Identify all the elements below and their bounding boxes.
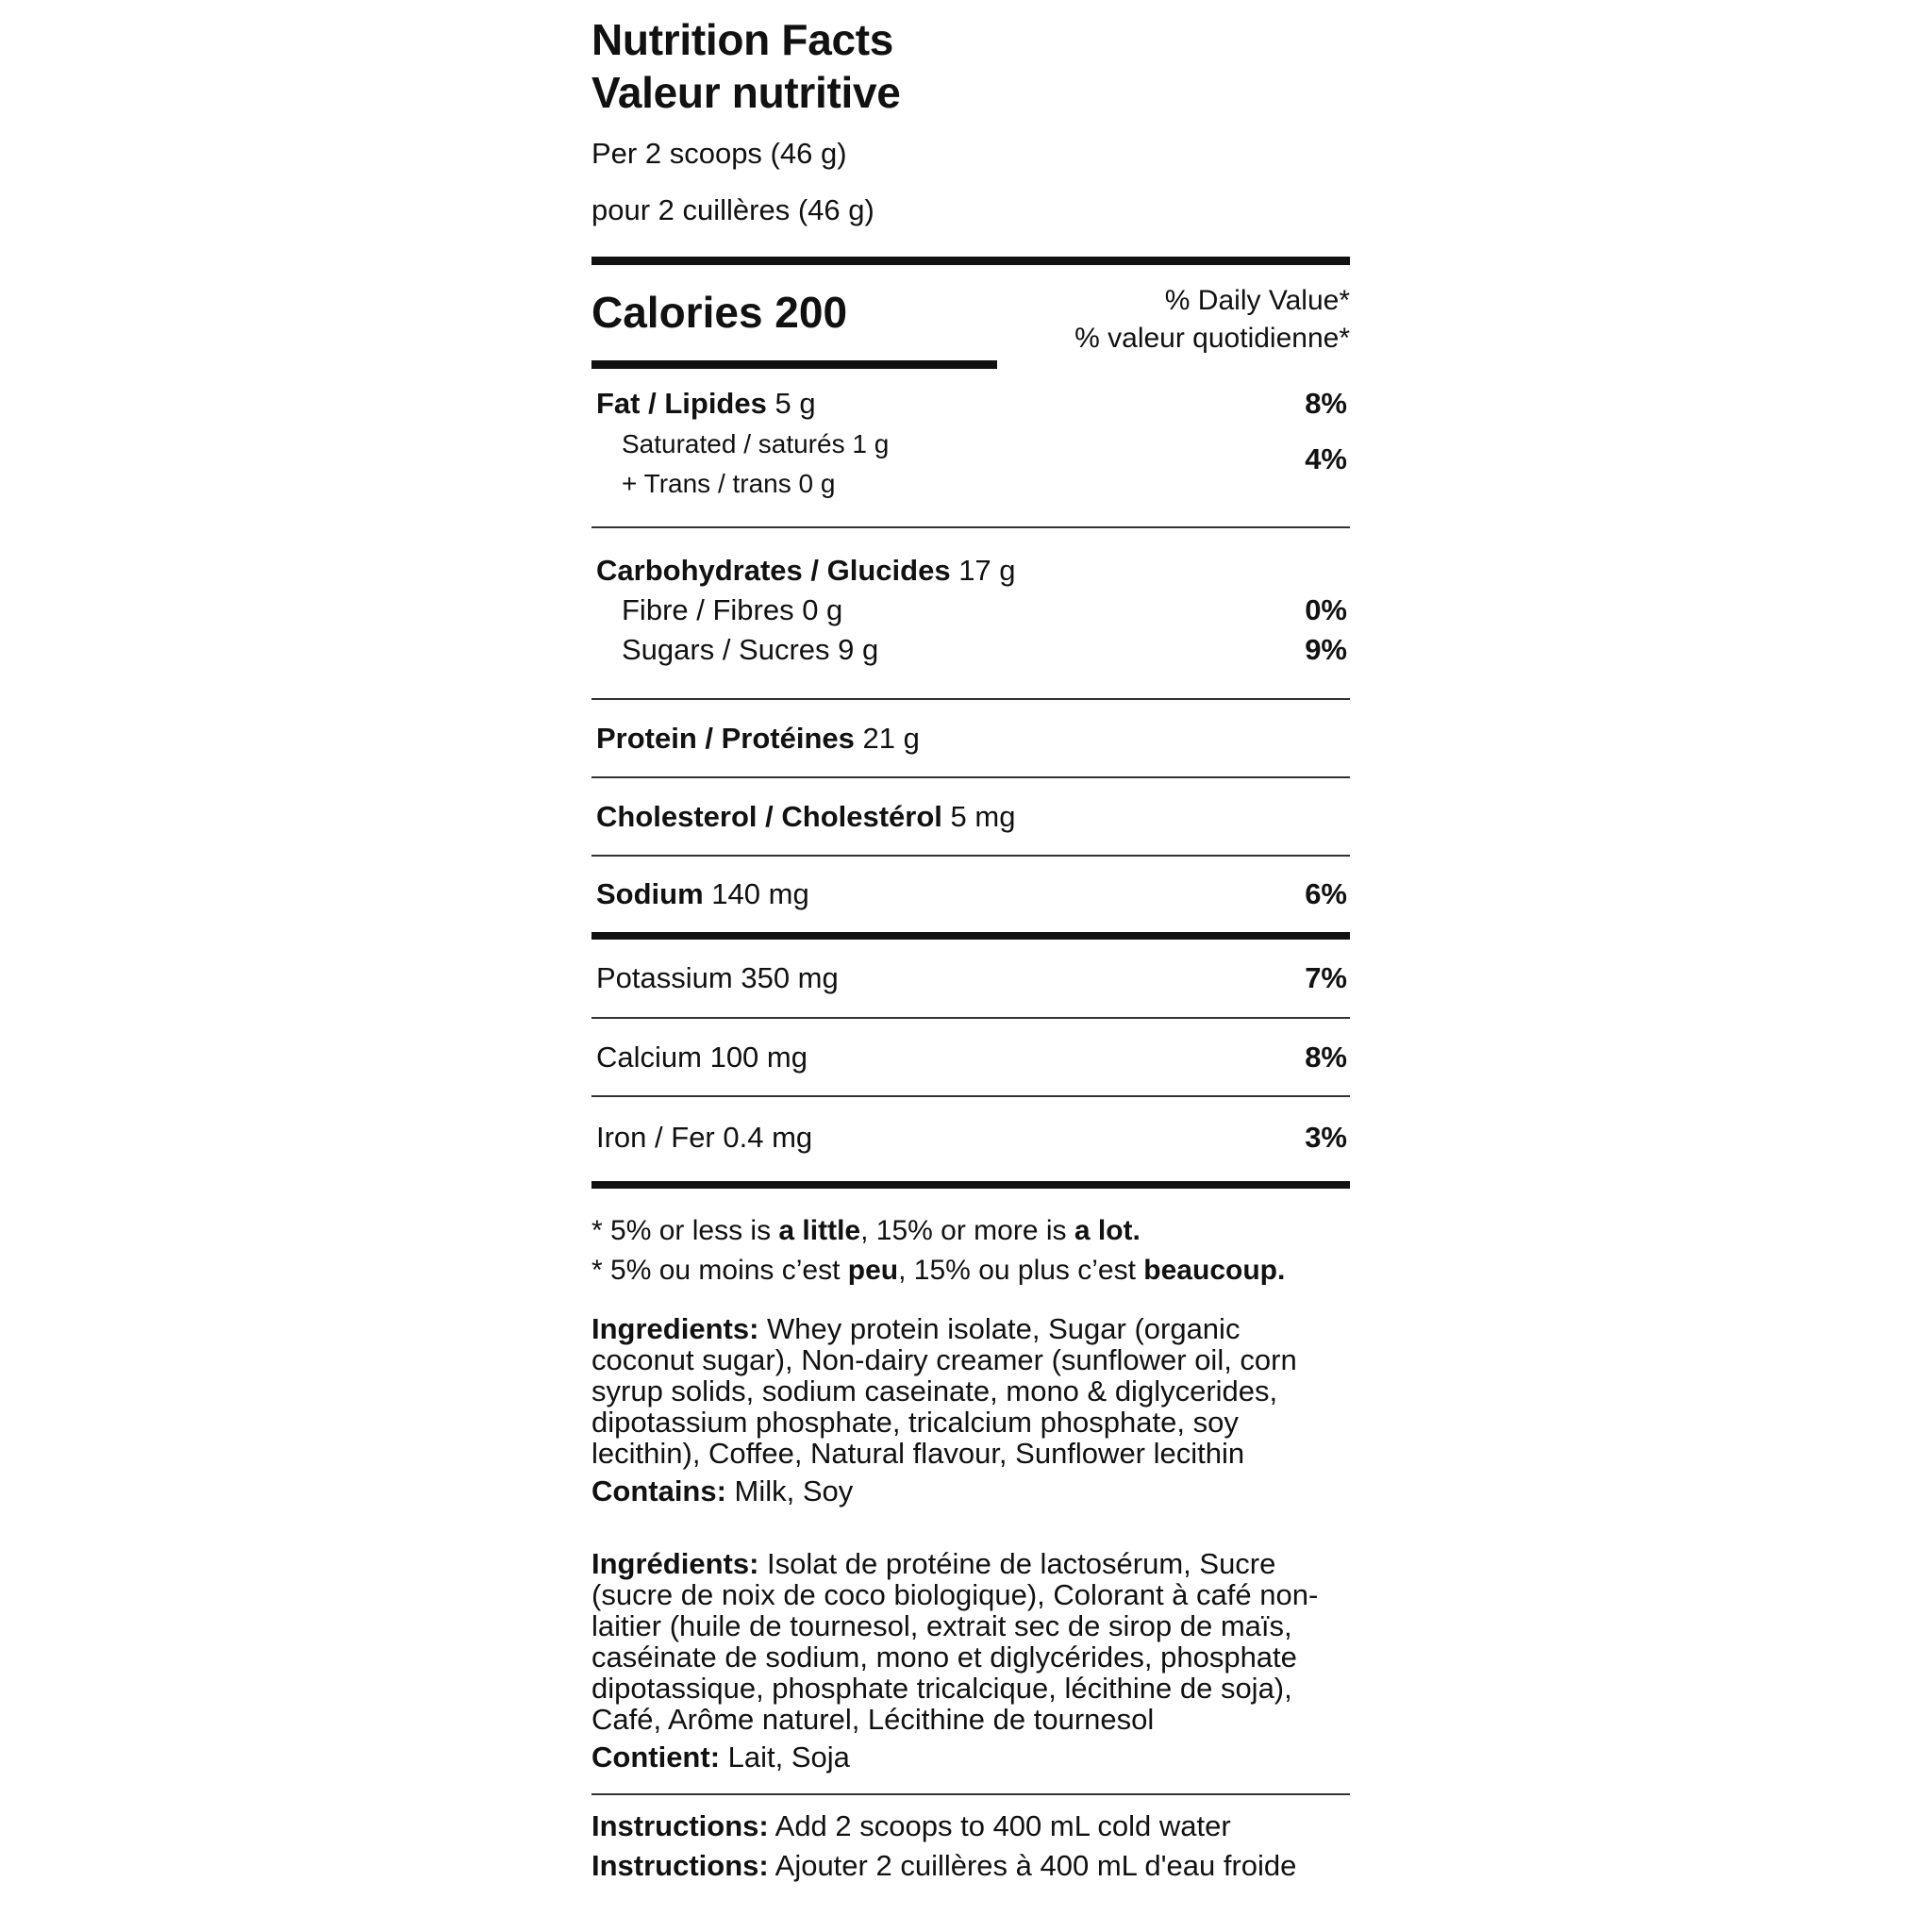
contains-fr-label: Contient: — [591, 1740, 721, 1774]
calcium-label: Calcium 100 mg — [596, 1041, 808, 1074]
carbs-label: Carbohydrates / Glucides — [596, 554, 951, 587]
contains-fr-text: Lait, Soja — [720, 1740, 850, 1774]
top-rule — [591, 257, 1350, 265]
footnote-fr — [591, 1251, 1350, 1291]
calories-block — [591, 265, 1350, 369]
nutrient-row-calcium — [591, 1019, 1350, 1095]
calories-rule — [591, 360, 997, 369]
nutrient-row-trans — [591, 464, 1350, 504]
footnote-en-little: a little — [778, 1215, 861, 1246]
footnote — [591, 1211, 1350, 1291]
instructions-en-label: Instructions: — [591, 1809, 769, 1842]
footnote-en-text: * 5% or less is — [591, 1215, 779, 1246]
daily-value-fr: % valeur quotidienne* — [1074, 323, 1350, 354]
instructions-en — [591, 1807, 1350, 1846]
fat-label: Fat / Lipides — [596, 387, 767, 420]
protein-amount: 21 g — [862, 722, 920, 755]
cholesterol-amount: 5 mg — [950, 800, 1016, 833]
footnote-en-lot: a lot. — [1074, 1215, 1141, 1246]
nutrient-row-fibre — [591, 591, 1350, 630]
sodium-rule — [591, 932, 1350, 940]
nutrient-row-carbs — [591, 551, 1350, 591]
instructions — [591, 1807, 1350, 1886]
sugars-label: Sugars / Sucres 9 g — [622, 633, 879, 666]
fat-pct: 8% — [1305, 387, 1347, 420]
sugars-pct: 9% — [1305, 633, 1347, 666]
iron-label: Iron / Fer 0.4 mg — [596, 1121, 813, 1154]
daily-value-header — [1074, 282, 1350, 358]
nutrient-row-potassium — [591, 940, 1350, 1017]
sodium-pct: 6% — [1305, 877, 1347, 910]
fibre-label: Fibre / Fibres 0 g — [622, 593, 843, 626]
sodium-amount: 140 mg — [711, 877, 809, 910]
serving-en: Per 2 scoops (46 g) — [591, 137, 847, 170]
daily-value-en: % Daily Value* — [1164, 285, 1350, 316]
potassium-pct: 7% — [1305, 961, 1347, 994]
carbs-amount: 17 g — [958, 554, 1016, 587]
potassium-label: Potassium 350 mg — [596, 961, 839, 994]
ingredients-fr-label: Ingrédients: — [591, 1547, 759, 1580]
instructions-divider — [591, 1793, 1350, 1795]
saturated-trans-pct: 4% — [1305, 442, 1347, 475]
ingredients-fr-text: Isolat de protéine de lactosérum, Sucre (sucre de noix de coco biologique), Colorant à café non-laitier (huile de tournesol, extrait sec de sirop de maïs, caséinate de sodium, mono et diglycérides, phosphate dipotassique, phosphate tricalcique, lécithine de soja), Café, Arôme naturel, Lécithine de tournesol — [591, 1547, 1319, 1736]
footnote-fr-text2: , 15% ou plus c’est — [898, 1255, 1144, 1286]
instructions-en-text: Add 2 scoops to 400 mL cold water — [768, 1809, 1231, 1842]
nutrient-row-fat — [591, 383, 1350, 425]
footnote-fr-beaucoup: beaucoup. — [1143, 1255, 1286, 1286]
contains-fr — [591, 1739, 1350, 1776]
bottom-rule — [591, 1181, 1350, 1189]
contains-en — [591, 1473, 1350, 1510]
instructions-fr-label: Instructions: — [591, 1849, 769, 1882]
serving-fr: pour 2 cuillères (46 g) — [591, 193, 874, 226]
ingredients-en — [591, 1313, 1350, 1469]
footnote-fr-text: * 5% ou moins c’est — [591, 1255, 848, 1286]
contains-en-label: Contains: — [591, 1474, 726, 1507]
cholesterol-label: Cholesterol / Cholestérol — [596, 800, 942, 833]
footnote-en — [591, 1211, 1350, 1251]
nutrient-row-protein — [591, 700, 1350, 776]
calcium-pct: 8% — [1305, 1041, 1347, 1074]
calories-label: Calories 200 — [591, 288, 848, 337]
nutrition-label — [591, 13, 1350, 1886]
protein-label: Protein / Protéines — [596, 722, 855, 755]
title-en: Nutrition Facts — [591, 15, 894, 64]
nutrient-table — [591, 369, 1350, 1189]
trans-label: + Trans / trans 0 g — [622, 469, 836, 498]
footnote-en-text2: , 15% or more is — [860, 1215, 1074, 1246]
nutrient-row-saturated — [591, 425, 1350, 475]
nutrient-row-sugars — [591, 630, 1350, 670]
instructions-fr — [591, 1846, 1350, 1886]
iron-pct: 3% — [1305, 1121, 1347, 1154]
fibre-pct: 0% — [1305, 593, 1347, 626]
title-fr: Valeur nutritive — [591, 68, 901, 117]
nutrient-row-sodium — [591, 857, 1350, 932]
instructions-fr-text: Ajouter 2 cuillères à 400 mL d'eau froide — [768, 1849, 1297, 1882]
ingredients-fr — [591, 1548, 1350, 1735]
footnote-fr-peu: peu — [847, 1255, 899, 1286]
ingredients-en-text: Whey protein isolate, Sugar (organic coconut sugar), Non-dairy creamer (sunflower oil, corn syrup solids, sodium caseinate, mono & diglycerides, dipotassium phosphate, tricalcium phosphate, soy lecithin), Coffee, Natural flavour, Sunflower lecithin — [591, 1312, 1297, 1470]
nutrient-row-cholesterol — [591, 778, 1350, 855]
saturated-label: Saturated / saturés 1 g — [622, 429, 890, 458]
contains-en-text: Milk, Soy — [725, 1474, 854, 1507]
ingredients-en-label: Ingredients: — [591, 1312, 759, 1345]
sodium-label: Sodium — [596, 877, 704, 910]
nutrient-row-iron — [591, 1097, 1350, 1177]
fat-amount: 5 g — [774, 387, 816, 420]
